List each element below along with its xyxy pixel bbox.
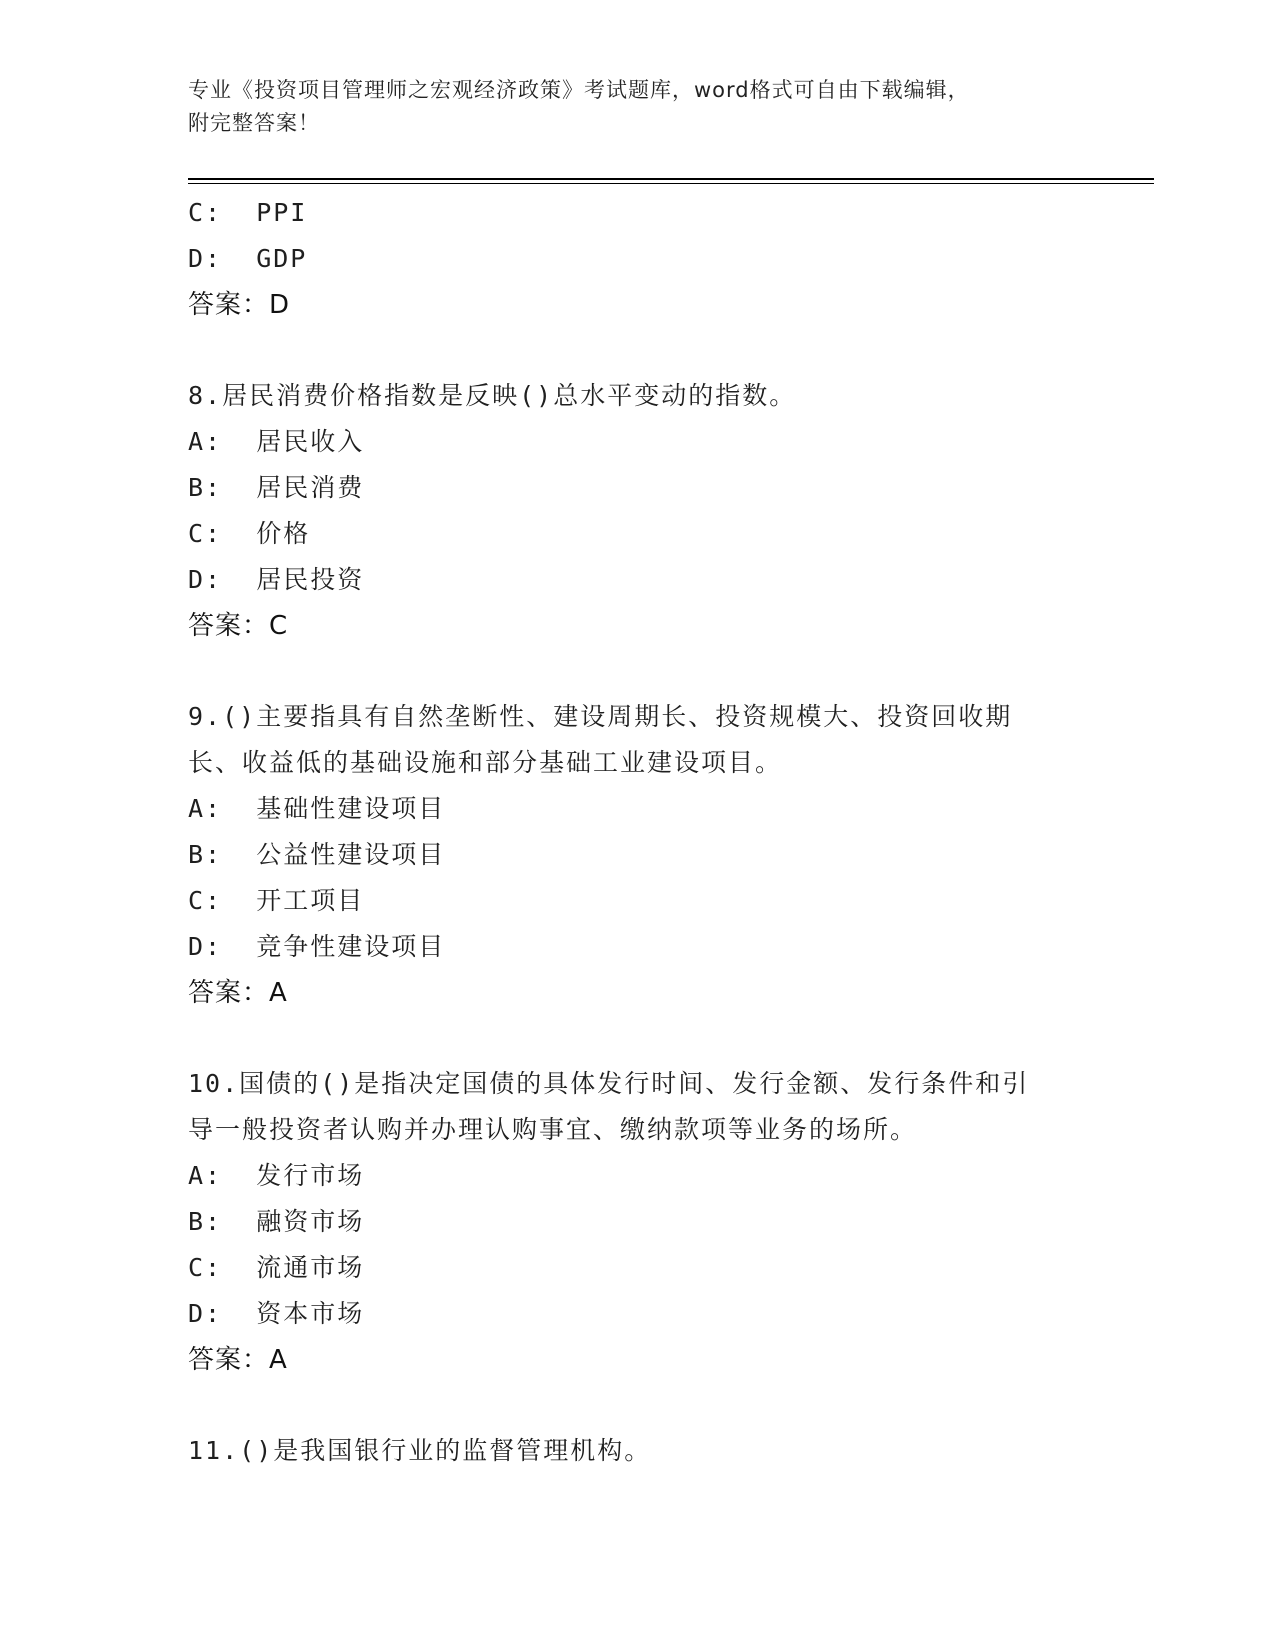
option-c: C: 流通市场 bbox=[188, 1253, 365, 1282]
option-d: D: 资本市场 bbox=[188, 1299, 365, 1328]
header-line-1: 专业《投资项目管理师之宏观经济政策》考试题库，word格式可自由下载编辑， bbox=[188, 78, 970, 102]
question-list bbox=[188, 190, 1088, 1474]
question-stem-line-1: 10.国债的()是指决定国债的具体发行时间、发行金额、发行条件和引 bbox=[188, 1069, 1030, 1098]
option-c: C: 价格 bbox=[188, 519, 311, 548]
option-d: D: 居民投资 bbox=[188, 565, 365, 594]
header-rule-bottom bbox=[188, 183, 1154, 184]
header-line-2: 附完整答案！ bbox=[188, 111, 320, 135]
answer: 答案：A bbox=[188, 1345, 288, 1375]
question-11 bbox=[188, 1428, 1088, 1474]
spacer bbox=[188, 649, 1088, 694]
option-b: B: 居民消费 bbox=[188, 473, 365, 502]
spacer bbox=[188, 328, 1088, 373]
option-c: C: 开工项目 bbox=[188, 886, 365, 915]
option-d: D: GDP bbox=[188, 244, 308, 273]
option-a: A: 基础性建设项目 bbox=[188, 794, 446, 823]
question-9 bbox=[188, 694, 1088, 1016]
question-stem: 8.居民消费价格指数是反映()总水平变动的指数。 bbox=[188, 381, 797, 410]
question-stem: 11.()是我国银行业的监督管理机构。 bbox=[188, 1436, 652, 1465]
question-stem-line-2: 导一般投资者认购并办理认购事宜、缴纳款项等业务的场所。 bbox=[188, 1115, 918, 1144]
question-10 bbox=[188, 1061, 1088, 1383]
question-8 bbox=[188, 373, 1088, 649]
option-b: B: 公益性建设项目 bbox=[188, 840, 446, 869]
option-a: A: 发行市场 bbox=[188, 1161, 365, 1190]
option-d: D: 竞争性建设项目 bbox=[188, 932, 446, 961]
question-stem-line-2: 长、收益低的基础设施和部分基础工业建设项目。 bbox=[188, 748, 783, 777]
question-7-tail bbox=[188, 190, 1088, 328]
spacer bbox=[188, 1383, 1088, 1428]
spacer bbox=[188, 1016, 1088, 1061]
question-stem-line-1: 9.()主要指具有自然垄断性、建设周期长、投资规模大、投资回收期 bbox=[188, 702, 1013, 731]
answer: 答案：C bbox=[188, 611, 289, 641]
option-c: C: PPI bbox=[188, 198, 308, 227]
header-rule-top bbox=[188, 178, 1154, 180]
option-a: A: 居民收入 bbox=[188, 427, 365, 456]
answer: 答案：D bbox=[188, 290, 291, 320]
page-header bbox=[188, 74, 1068, 140]
option-b: B: 融资市场 bbox=[188, 1207, 365, 1236]
answer: 答案：A bbox=[188, 978, 288, 1008]
